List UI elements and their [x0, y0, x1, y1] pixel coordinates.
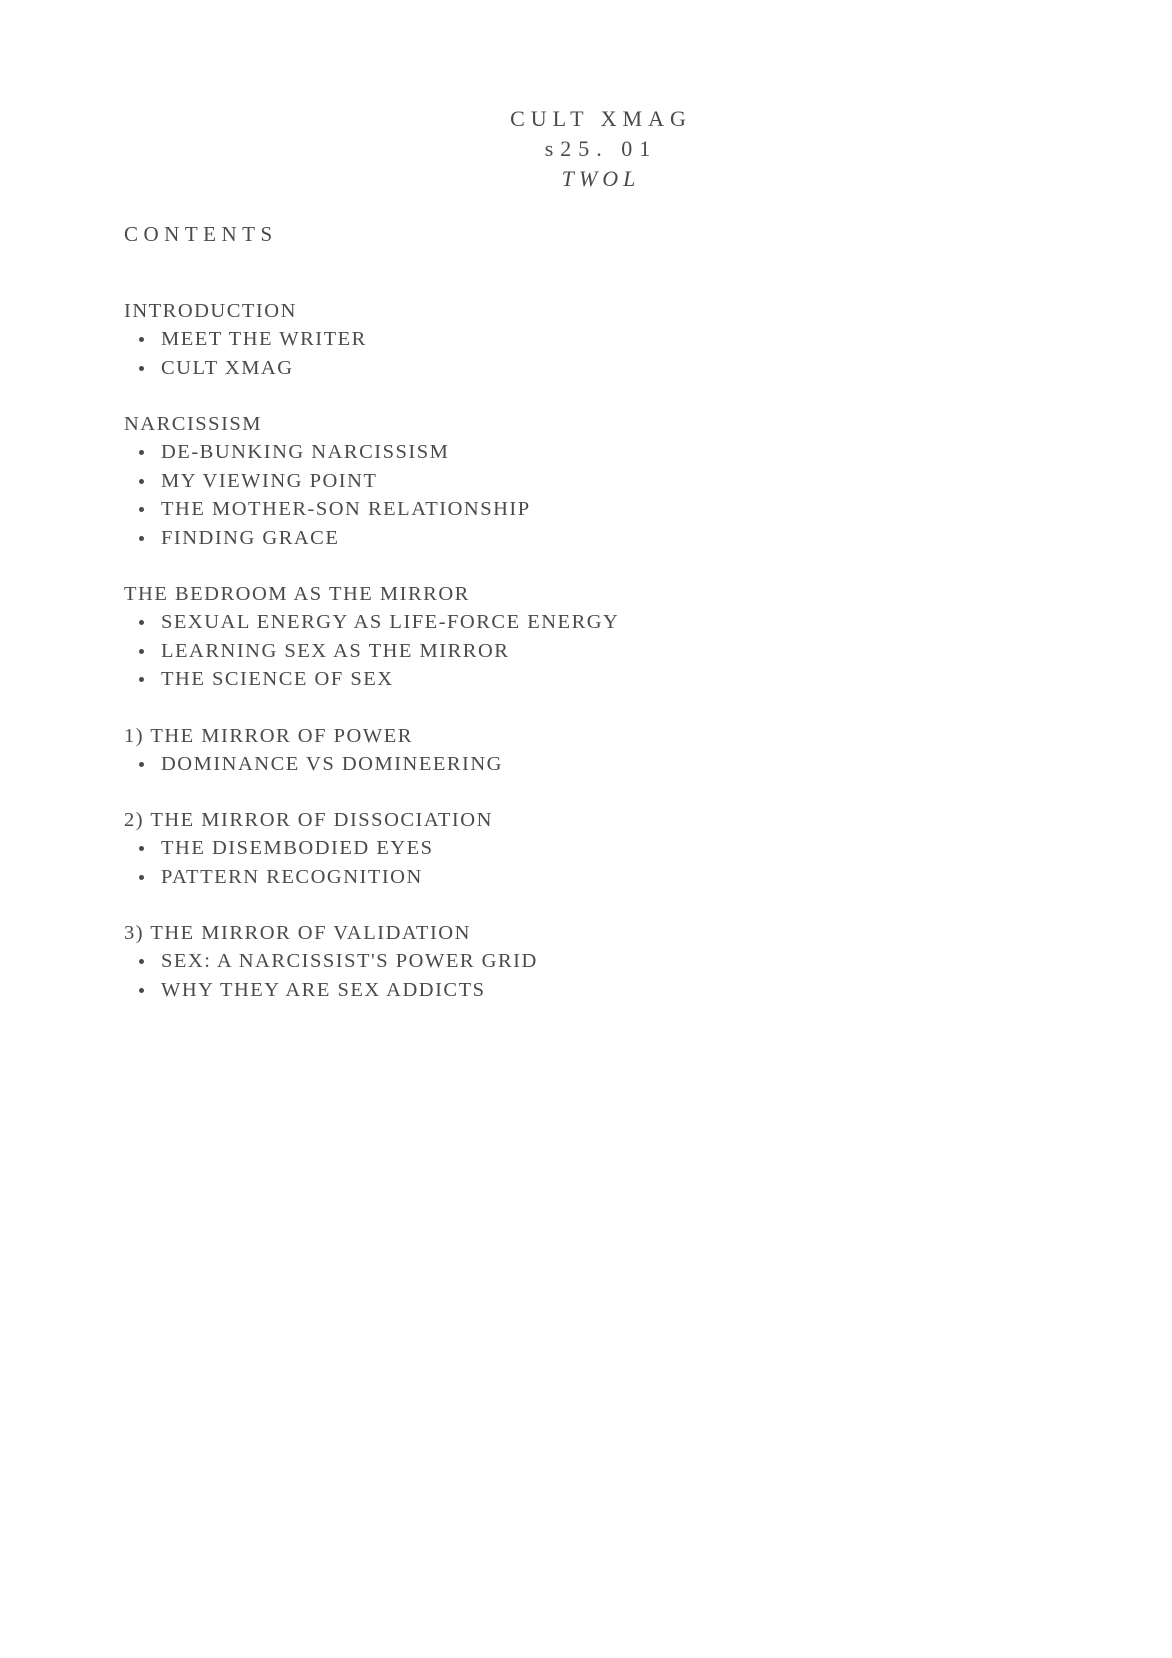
toc-item-list	[124, 325, 824, 382]
toc-item-label: THE SCIENCE OF SEX	[161, 668, 394, 690]
bullet-icon	[139, 620, 144, 625]
toc-section-title: 3) THE MIRROR OF VALIDATION	[124, 922, 471, 944]
bullet-icon	[139, 450, 144, 455]
toc-section-title: THE BEDROOM AS THE MIRROR	[124, 583, 470, 605]
bullet-icon	[139, 536, 144, 541]
toc-item-list	[124, 750, 824, 779]
magazine-title: CULT XMAG	[510, 106, 692, 131]
toc-section	[124, 806, 824, 891]
bullet-icon	[139, 337, 144, 342]
toc-item	[124, 834, 824, 863]
toc-item	[124, 947, 824, 976]
toc-section	[124, 580, 824, 694]
toc-section-title: NARCISSISM	[124, 413, 263, 435]
toc-item	[124, 325, 824, 354]
toc-item	[124, 495, 824, 524]
bullet-icon	[139, 479, 144, 484]
toc-section-title: 1) THE MIRROR OF POWER	[124, 724, 413, 747]
toc-item-label: SEX: A NARCISSIST'S POWER GRID	[161, 950, 538, 972]
bullet-icon	[139, 649, 144, 654]
toc-item-label: DE-BUNKING NARCISSISM	[161, 441, 450, 463]
toc-item	[124, 637, 824, 666]
toc-item-label: MY VIEWING POINT	[161, 469, 378, 492]
toc-item-label: FINDING GRACE	[161, 526, 340, 549]
toc-item	[124, 467, 824, 496]
toc-item	[124, 665, 824, 694]
toc-item-list	[124, 438, 824, 552]
bullet-icon	[139, 366, 144, 371]
bullet-icon	[139, 875, 144, 880]
toc-item	[124, 438, 824, 467]
toc-item	[124, 608, 824, 637]
bullet-icon	[139, 988, 144, 993]
toc-item-label: THE MOTHER-SON RELATIONSHIP	[161, 498, 531, 520]
toc-section-title: INTRODUCTION	[124, 300, 297, 322]
toc-item-label: MEET THE WRITER	[161, 328, 367, 350]
toc-item-label: DOMINANCE VS DOMINEERING	[161, 752, 503, 775]
toc-section	[124, 410, 824, 552]
toc-item-list	[124, 834, 824, 891]
toc-item-list	[124, 947, 824, 1004]
bullet-icon	[139, 959, 144, 964]
toc-item	[124, 863, 824, 892]
toc-item	[124, 976, 824, 1005]
bullet-icon	[139, 677, 144, 682]
edition-name: TWOL	[561, 166, 641, 191]
toc-item-label: CULT XMAG	[161, 356, 294, 379]
toc-item-label: THE DISEMBODIED EYES	[161, 837, 434, 859]
toc-section-title: 2) THE MIRROR OF DISSOCIATION	[124, 809, 493, 831]
bullet-icon	[139, 762, 144, 767]
toc-item-label: LEARNING SEX AS THE MIRROR	[161, 639, 510, 662]
toc-item-list	[124, 608, 824, 694]
toc-item-label: PATTERN RECOGNITION	[161, 865, 423, 888]
toc-item	[124, 354, 824, 383]
table-of-contents	[124, 297, 824, 1032]
bullet-icon	[139, 846, 144, 851]
issue-number: s25. 01	[544, 136, 658, 161]
toc-section	[124, 722, 824, 779]
toc-item-label: WHY THEY ARE SEX ADDICTS	[161, 978, 486, 1001]
toc-section	[124, 919, 824, 1004]
toc-item-label: SEXUAL ENERGY AS LIFE-FORCE ENERGY	[161, 611, 620, 633]
bullet-icon	[139, 507, 144, 512]
contents-heading: CONTENTS	[124, 222, 278, 246]
toc-section	[124, 297, 824, 382]
toc-item	[124, 524, 824, 553]
masthead	[0, 104, 1172, 194]
toc-item	[124, 750, 824, 779]
